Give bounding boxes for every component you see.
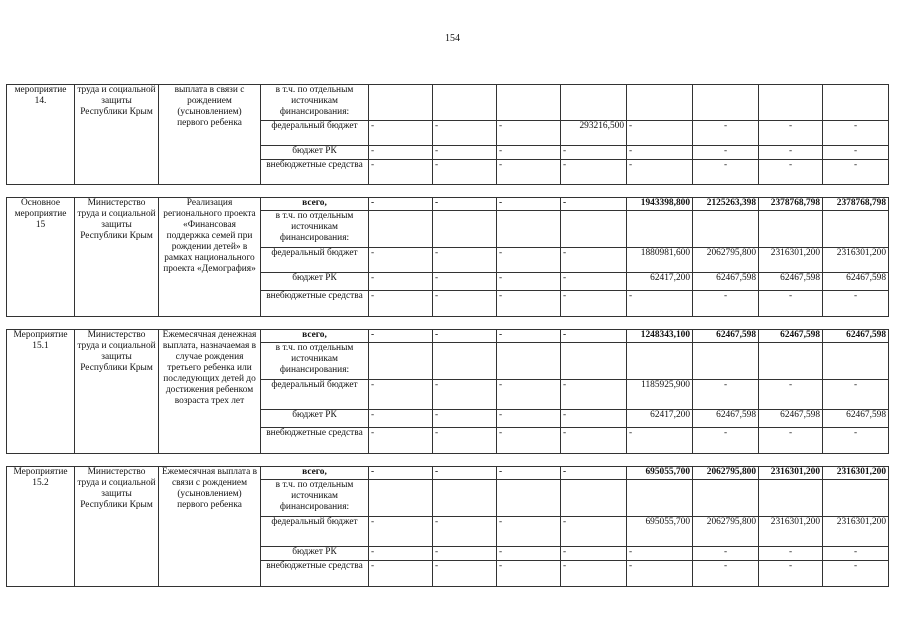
funding-source-cell: бюджет РК	[261, 410, 369, 428]
value-cell-year-6: 2062795,800	[693, 248, 759, 273]
value-cell-year-3: -	[497, 330, 561, 343]
description-cell: Ежемесячная денежная выплата, назначаемая в случае рождения третьего ребенка или последующих детей до достижения ребенком возраста трех лет	[159, 330, 261, 454]
value-cell-year-4: -	[561, 330, 627, 343]
value-cell-year-3: -	[497, 198, 561, 211]
value-cell-year-8: -	[823, 291, 889, 317]
value-cell-year-3: -	[497, 428, 561, 454]
value-cell-year-1	[369, 85, 433, 121]
funding-source-cell: в т.ч. по отдельным источникам финансирования:	[261, 211, 369, 248]
value-cell-year-8	[823, 211, 889, 248]
value-cell-year-4: -	[561, 273, 627, 291]
value-cell-year-6: -	[693, 146, 759, 160]
value-cell-year-8: -	[823, 160, 889, 185]
value-cell-year-3	[497, 211, 561, 248]
value-cell-year-8: 62467,598	[823, 273, 889, 291]
value-cell-year-4: -	[561, 410, 627, 428]
value-cell-year-5	[627, 343, 693, 380]
value-cell-year-6: 2125263,398	[693, 198, 759, 211]
value-cell-year-4: -	[561, 198, 627, 211]
value-cell-year-7: -	[759, 160, 823, 185]
value-cell-year-5: 62417,200	[627, 273, 693, 291]
value-cell-year-6: -	[693, 561, 759, 587]
value-cell-year-5: -	[627, 428, 693, 454]
activity-name-cell: Мероприятие 15.1	[7, 330, 75, 454]
value-cell-year-6: -	[693, 380, 759, 410]
value-cell-year-1: -	[369, 198, 433, 211]
executor-cell: труда и социальной защиты Республики Крым	[75, 85, 159, 185]
value-cell-year-2: -	[433, 410, 497, 428]
activity-name-cell: мероприятие 14.	[7, 85, 75, 185]
value-cell-year-4: -	[561, 561, 627, 587]
table-row	[7, 467, 889, 480]
value-cell-year-1: -	[369, 517, 433, 547]
value-cell-year-8	[823, 480, 889, 517]
value-cell-year-3: -	[497, 273, 561, 291]
value-cell-year-4: -	[561, 160, 627, 185]
section-gap	[7, 185, 889, 198]
value-cell-year-3: -	[497, 160, 561, 185]
value-cell-year-3: -	[497, 121, 561, 146]
value-cell-year-1	[369, 343, 433, 380]
budget-table	[6, 84, 889, 587]
value-cell-year-7	[759, 85, 823, 121]
executor-cell: Министерство труда и социальной защиты Республики Крым	[75, 330, 159, 454]
value-cell-year-5: -	[627, 146, 693, 160]
value-cell-year-6: -	[693, 121, 759, 146]
funding-source-cell: бюджет РК	[261, 146, 369, 160]
value-cell-year-5: 1248343,100	[627, 330, 693, 343]
value-cell-year-6: 2062795,800	[693, 467, 759, 480]
value-cell-year-2: -	[433, 467, 497, 480]
executor-cell: Министерство труда и социальной защиты Республики Крым	[75, 467, 159, 587]
gap-cell	[7, 185, 889, 198]
value-cell-year-4: -	[561, 380, 627, 410]
value-cell-year-7	[759, 211, 823, 248]
value-cell-year-8	[823, 85, 889, 121]
value-cell-year-2	[433, 85, 497, 121]
value-cell-year-7: 2316301,200	[759, 467, 823, 480]
value-cell-year-8: -	[823, 561, 889, 587]
value-cell-year-2: -	[433, 198, 497, 211]
value-cell-year-7: -	[759, 291, 823, 317]
funding-source-cell: внебюджетные средства	[261, 428, 369, 454]
value-cell-year-5: 1943398,800	[627, 198, 693, 211]
value-cell-year-6: -	[693, 291, 759, 317]
value-cell-year-6: 2062795,800	[693, 517, 759, 547]
funding-source-cell: всего,	[261, 467, 369, 480]
value-cell-year-5: 62417,200	[627, 410, 693, 428]
value-cell-year-5: 1880981,600	[627, 248, 693, 273]
funding-source-cell: федеральный бюджет	[261, 248, 369, 273]
value-cell-year-4	[561, 343, 627, 380]
value-cell-year-5	[627, 211, 693, 248]
value-cell-year-6: 62467,598	[693, 410, 759, 428]
funding-source-cell: бюджет РК	[261, 547, 369, 561]
value-cell-year-4	[561, 211, 627, 248]
value-cell-year-5: -	[627, 291, 693, 317]
value-cell-year-8: -	[823, 146, 889, 160]
description-cell: выплата в связи с рождением (усыновлением) первого ребенка	[159, 85, 261, 185]
value-cell-year-4: 293216,500	[561, 121, 627, 146]
value-cell-year-5: 695055,700	[627, 517, 693, 547]
value-cell-year-2: -	[433, 517, 497, 547]
section-gap	[7, 454, 889, 467]
value-cell-year-1: -	[369, 273, 433, 291]
value-cell-year-7: 62467,598	[759, 410, 823, 428]
value-cell-year-3: -	[497, 248, 561, 273]
value-cell-year-8: 2316301,200	[823, 467, 889, 480]
value-cell-year-2	[433, 480, 497, 517]
value-cell-year-7: 2316301,200	[759, 517, 823, 547]
value-cell-year-1: -	[369, 380, 433, 410]
funding-source-cell: всего,	[261, 330, 369, 343]
value-cell-year-1	[369, 480, 433, 517]
budget-table-body	[7, 85, 889, 587]
value-cell-year-3: -	[497, 517, 561, 547]
value-cell-year-2: -	[433, 248, 497, 273]
value-cell-year-7: -	[759, 121, 823, 146]
value-cell-year-7	[759, 343, 823, 380]
funding-source-cell: федеральный бюджет	[261, 517, 369, 547]
value-cell-year-6	[693, 343, 759, 380]
value-cell-year-7: -	[759, 547, 823, 561]
gap-cell	[7, 317, 889, 330]
value-cell-year-6	[693, 211, 759, 248]
value-cell-year-4: -	[561, 291, 627, 317]
funding-source-cell: федеральный бюджет	[261, 380, 369, 410]
value-cell-year-7: 62467,598	[759, 330, 823, 343]
value-cell-year-3: -	[497, 380, 561, 410]
value-cell-year-8: -	[823, 121, 889, 146]
value-cell-year-4: -	[561, 547, 627, 561]
value-cell-year-2: -	[433, 380, 497, 410]
value-cell-year-5: 695055,700	[627, 467, 693, 480]
value-cell-year-1: -	[369, 121, 433, 146]
value-cell-year-1	[369, 211, 433, 248]
funding-source-cell: внебюджетные средства	[261, 160, 369, 185]
value-cell-year-3	[497, 343, 561, 380]
value-cell-year-8: -	[823, 547, 889, 561]
value-cell-year-1: -	[369, 410, 433, 428]
value-cell-year-5	[627, 85, 693, 121]
value-cell-year-4	[561, 480, 627, 517]
value-cell-year-1: -	[369, 146, 433, 160]
value-cell-year-8: 62467,598	[823, 410, 889, 428]
value-cell-year-1: -	[369, 428, 433, 454]
value-cell-year-8: 62467,598	[823, 330, 889, 343]
value-cell-year-7: -	[759, 428, 823, 454]
value-cell-year-2: -	[433, 121, 497, 146]
value-cell-year-8: 2316301,200	[823, 248, 889, 273]
gap-cell	[7, 454, 889, 467]
funding-source-cell: федеральный бюджет	[261, 121, 369, 146]
value-cell-year-3: -	[497, 561, 561, 587]
value-cell-year-7: -	[759, 380, 823, 410]
value-cell-year-3	[497, 85, 561, 121]
value-cell-year-2: -	[433, 561, 497, 587]
value-cell-year-6	[693, 85, 759, 121]
funding-source-cell: внебюджетные средства	[261, 291, 369, 317]
value-cell-year-4: -	[561, 467, 627, 480]
funding-source-cell: внебюджетные средства	[261, 561, 369, 587]
value-cell-year-6: -	[693, 160, 759, 185]
value-cell-year-7: -	[759, 146, 823, 160]
value-cell-year-2: -	[433, 146, 497, 160]
value-cell-year-1: -	[369, 248, 433, 273]
value-cell-year-2: -	[433, 160, 497, 185]
value-cell-year-2	[433, 343, 497, 380]
value-cell-year-3: -	[497, 291, 561, 317]
value-cell-year-7: -	[759, 561, 823, 587]
description-cell: Ежемесячная выплата в связи с рождением (усыновлением) первого ребенка	[159, 467, 261, 587]
value-cell-year-5: -	[627, 160, 693, 185]
value-cell-year-5: -	[627, 547, 693, 561]
value-cell-year-1: -	[369, 467, 433, 480]
value-cell-year-2: -	[433, 428, 497, 454]
value-cell-year-5: 1185925,900	[627, 380, 693, 410]
table-row	[7, 330, 889, 343]
value-cell-year-8	[823, 343, 889, 380]
funding-source-cell: в т.ч. по отдельным источникам финансирования:	[261, 343, 369, 380]
value-cell-year-1: -	[369, 561, 433, 587]
table-row	[7, 198, 889, 211]
value-cell-year-8: -	[823, 428, 889, 454]
value-cell-year-1: -	[369, 330, 433, 343]
value-cell-year-3: -	[497, 146, 561, 160]
value-cell-year-3	[497, 480, 561, 517]
value-cell-year-6: -	[693, 428, 759, 454]
activity-name-cell: Мероприятие 15.2	[7, 467, 75, 587]
value-cell-year-2: -	[433, 547, 497, 561]
value-cell-year-4: -	[561, 248, 627, 273]
value-cell-year-6	[693, 480, 759, 517]
description-cell: Реализация регионального проекта «Финансовая поддержка семей при рождении детей» в рамках национального проекта «Демография»	[159, 198, 261, 317]
value-cell-year-7: 2378768,798	[759, 198, 823, 211]
value-cell-year-2: -	[433, 330, 497, 343]
value-cell-year-8: 2316301,200	[823, 517, 889, 547]
value-cell-year-3: -	[497, 467, 561, 480]
value-cell-year-7: 2316301,200	[759, 248, 823, 273]
value-cell-year-6: -	[693, 547, 759, 561]
value-cell-year-4: -	[561, 146, 627, 160]
value-cell-year-5	[627, 480, 693, 517]
value-cell-year-7	[759, 480, 823, 517]
executor-cell: Министерство труда и социальной защиты Республики Крым	[75, 198, 159, 317]
value-cell-year-1: -	[369, 160, 433, 185]
value-cell-year-6: 62467,598	[693, 330, 759, 343]
value-cell-year-2	[433, 211, 497, 248]
value-cell-year-2: -	[433, 273, 497, 291]
funding-source-cell: в т.ч. по отдельным источникам финансирования:	[261, 85, 369, 121]
section-gap	[7, 317, 889, 330]
page-number: 154	[445, 33, 460, 44]
value-cell-year-1: -	[369, 291, 433, 317]
value-cell-year-4: -	[561, 517, 627, 547]
funding-source-cell: в т.ч. по отдельным источникам финансирования:	[261, 480, 369, 517]
value-cell-year-1: -	[369, 547, 433, 561]
value-cell-year-8: 2378768,798	[823, 198, 889, 211]
value-cell-year-6: 62467,598	[693, 273, 759, 291]
value-cell-year-5: -	[627, 561, 693, 587]
funding-source-cell: бюджет РК	[261, 273, 369, 291]
funding-source-cell: всего,	[261, 198, 369, 211]
value-cell-year-3: -	[497, 547, 561, 561]
value-cell-year-4	[561, 85, 627, 121]
value-cell-year-4: -	[561, 428, 627, 454]
value-cell-year-3: -	[497, 410, 561, 428]
activity-name-cell: Основное мероприятие 15	[7, 198, 75, 317]
value-cell-year-2: -	[433, 291, 497, 317]
value-cell-year-7: 62467,598	[759, 273, 823, 291]
value-cell-year-8: -	[823, 380, 889, 410]
value-cell-year-5: -	[627, 121, 693, 146]
table-row	[7, 85, 889, 121]
